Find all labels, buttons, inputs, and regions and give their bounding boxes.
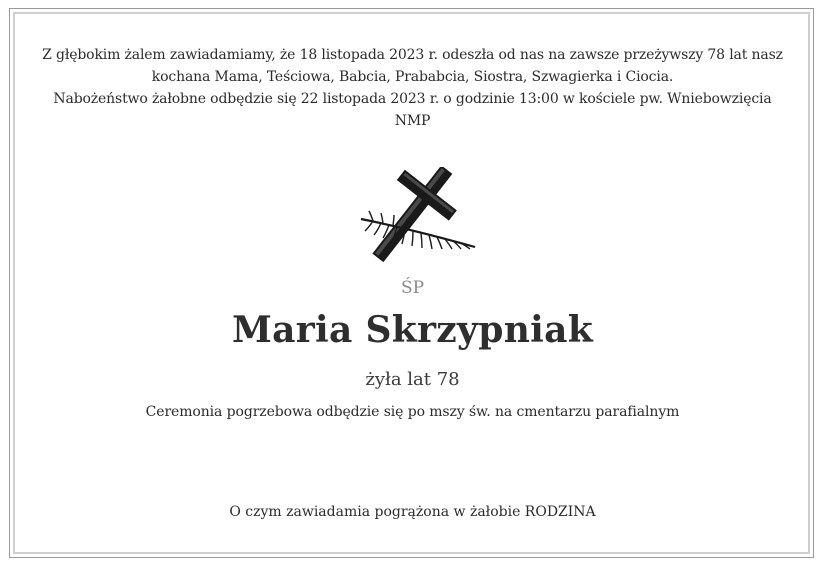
intro-line: Nabożeństwo żałobne odbędzie się 22 listopada 2023 r. o godzinie 13:00 w kościele pw. Wniebowzięcia	[53, 91, 772, 107]
intro-line: kochana Mama, Teściowa, Babcia, Prababcia, Siostra, Szwagierka i Ciocia.	[151, 69, 674, 85]
intro-paragraph	[10, 44, 815, 132]
closing-text: O czym zawiadamia pogrążona w żałobie RODZINA	[229, 504, 596, 520]
cross-with-palm-branch-icon	[351, 167, 479, 269]
deceased-name: Maria Skrzypniak	[231, 309, 594, 351]
intro-line: Z głębokim żalem zawiadamiamy, że 18 listopada 2023 r. odeszła od nas na zawsze przeżywszy 78 lat nasz	[42, 47, 783, 63]
intro-line: NMP	[394, 113, 431, 129]
title-prefix: ŚP	[400, 278, 425, 298]
ceremony-text: Ceremonia pogrzebowa odbędzie się po mszy św. na cmentarzu parafialnym	[145, 404, 680, 420]
age-text: żyła lat 78	[365, 369, 460, 390]
obituary-card	[9, 8, 814, 558]
